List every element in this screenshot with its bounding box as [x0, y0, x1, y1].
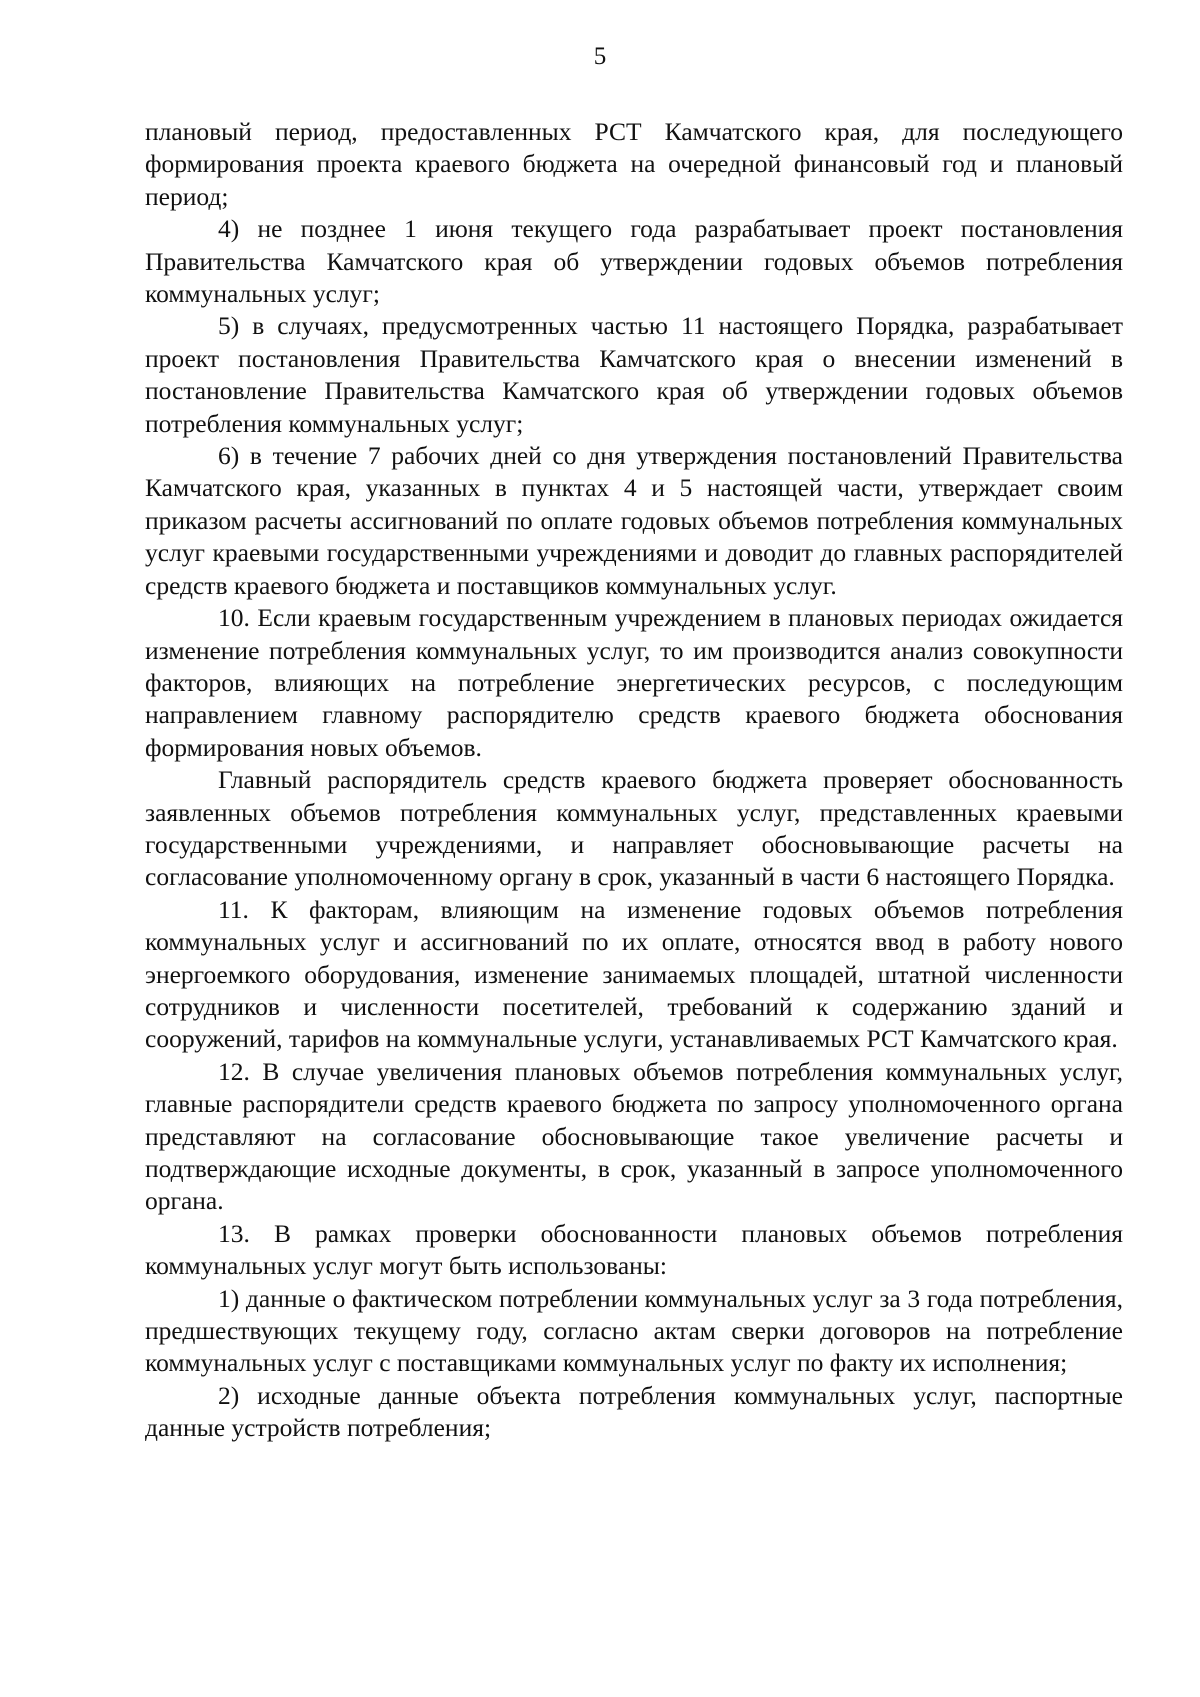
paragraph-section-11: 11. К факторам, влияющим на изменение годовых объемов потребления коммунальных услуг и ассигнований по их оплате, относятся ввод в работу нового энергоемкого оборудования, изменение занимаемых площадей, штатной численности сотрудников и численности посетителей, требований к содержанию зданий и сооружений, тарифов на коммунальные услуги, устанавливаемых РСТ Камчатского края.	[145, 894, 1123, 1054]
paragraph-section-13-item-1: 1) данные о фактическом потреблении коммунальных услуг за 3 года потребления, предшествующих текущему году, согласно актам сверки договоров на потребление коммунальных услуг с поставщиками коммунальных услуг по факту их исполнения;	[145, 1283, 1123, 1378]
paragraph-continuation: плановый период, предоставленных РСТ Камчатского края, для последующего формирования проекта краевого бюджета на очередной финансовый год и плановый период;	[145, 117, 1123, 211]
document-body	[145, 116, 1123, 1445]
page-number: 5	[593, 43, 607, 70]
paragraph-section-10: 10. Если краевым государственным учреждением в плановых периодах ожидается изменение потребления коммунальных услуг, то им производится анализ совокупности факторов, влияющих на потребление энергетических ресурсов, с последующим направлением главному распорядителю средств краевого бюджета обоснования формирования новых объемов.	[145, 603, 1123, 762]
paragraph-section-13: 13. В рамках проверки обоснованности плановых объемов потребления коммунальных услуг могут быть использованы:	[145, 1218, 1123, 1281]
paragraph-item-5: 5) в случаях, предусмотренных частью 11 настоящего Порядка, разрабатывает проект постановления Правительства Камчатского края о внесении изменений в постановление Правительства Камчатского края об утверждении годовых объемов потребления коммунальных услуг;	[145, 311, 1123, 438]
paragraph-section-10-main-distributor: Главный распорядитель средств краевого бюджета проверяет обоснованность заявленных объемов потребления коммунальных услуг, представленных краевыми государственными учреждениями, и направляет обосновывающие расчеты на согласование уполномоченному органу в срок, указанный в части 6 настоящего Порядка.	[145, 765, 1123, 892]
paragraph-section-13-item-2: 2) исходные данные объекта потребления коммунальных услуг, паспортные данные устройств потребления;	[145, 1380, 1123, 1443]
paragraph-item-6: 6) в течение 7 рабочих дней со дня утверждения постановлений Правительства Камчатского края, указанных в пунктах 4 и 5 настоящей части, утверждает своим приказом расчеты ассигнований по оплате годовых объемов потребления коммунальных услуг краевыми государственными учреждениями и доводит до главных распорядителей средств краевого бюджета и поставщиков коммунальных услуг.	[145, 441, 1123, 600]
paragraph-item-4: 4) не позднее 1 июня текущего года разрабатывает проект постановления Правительства Камчатского края об утверждении годовых объемов потребления коммунальных услуг;	[145, 214, 1123, 309]
paragraph-section-12: 12. В случае увеличения плановых объемов потребления коммунальных услуг, главные распорядители средств краевого бюджета по запросу уполномоченного органа представляют на согласование обосновывающие такое увеличение расчеты и подтверждающие исходные документы, в срок, указанный в запросе уполномоченного органа.	[145, 1056, 1123, 1216]
